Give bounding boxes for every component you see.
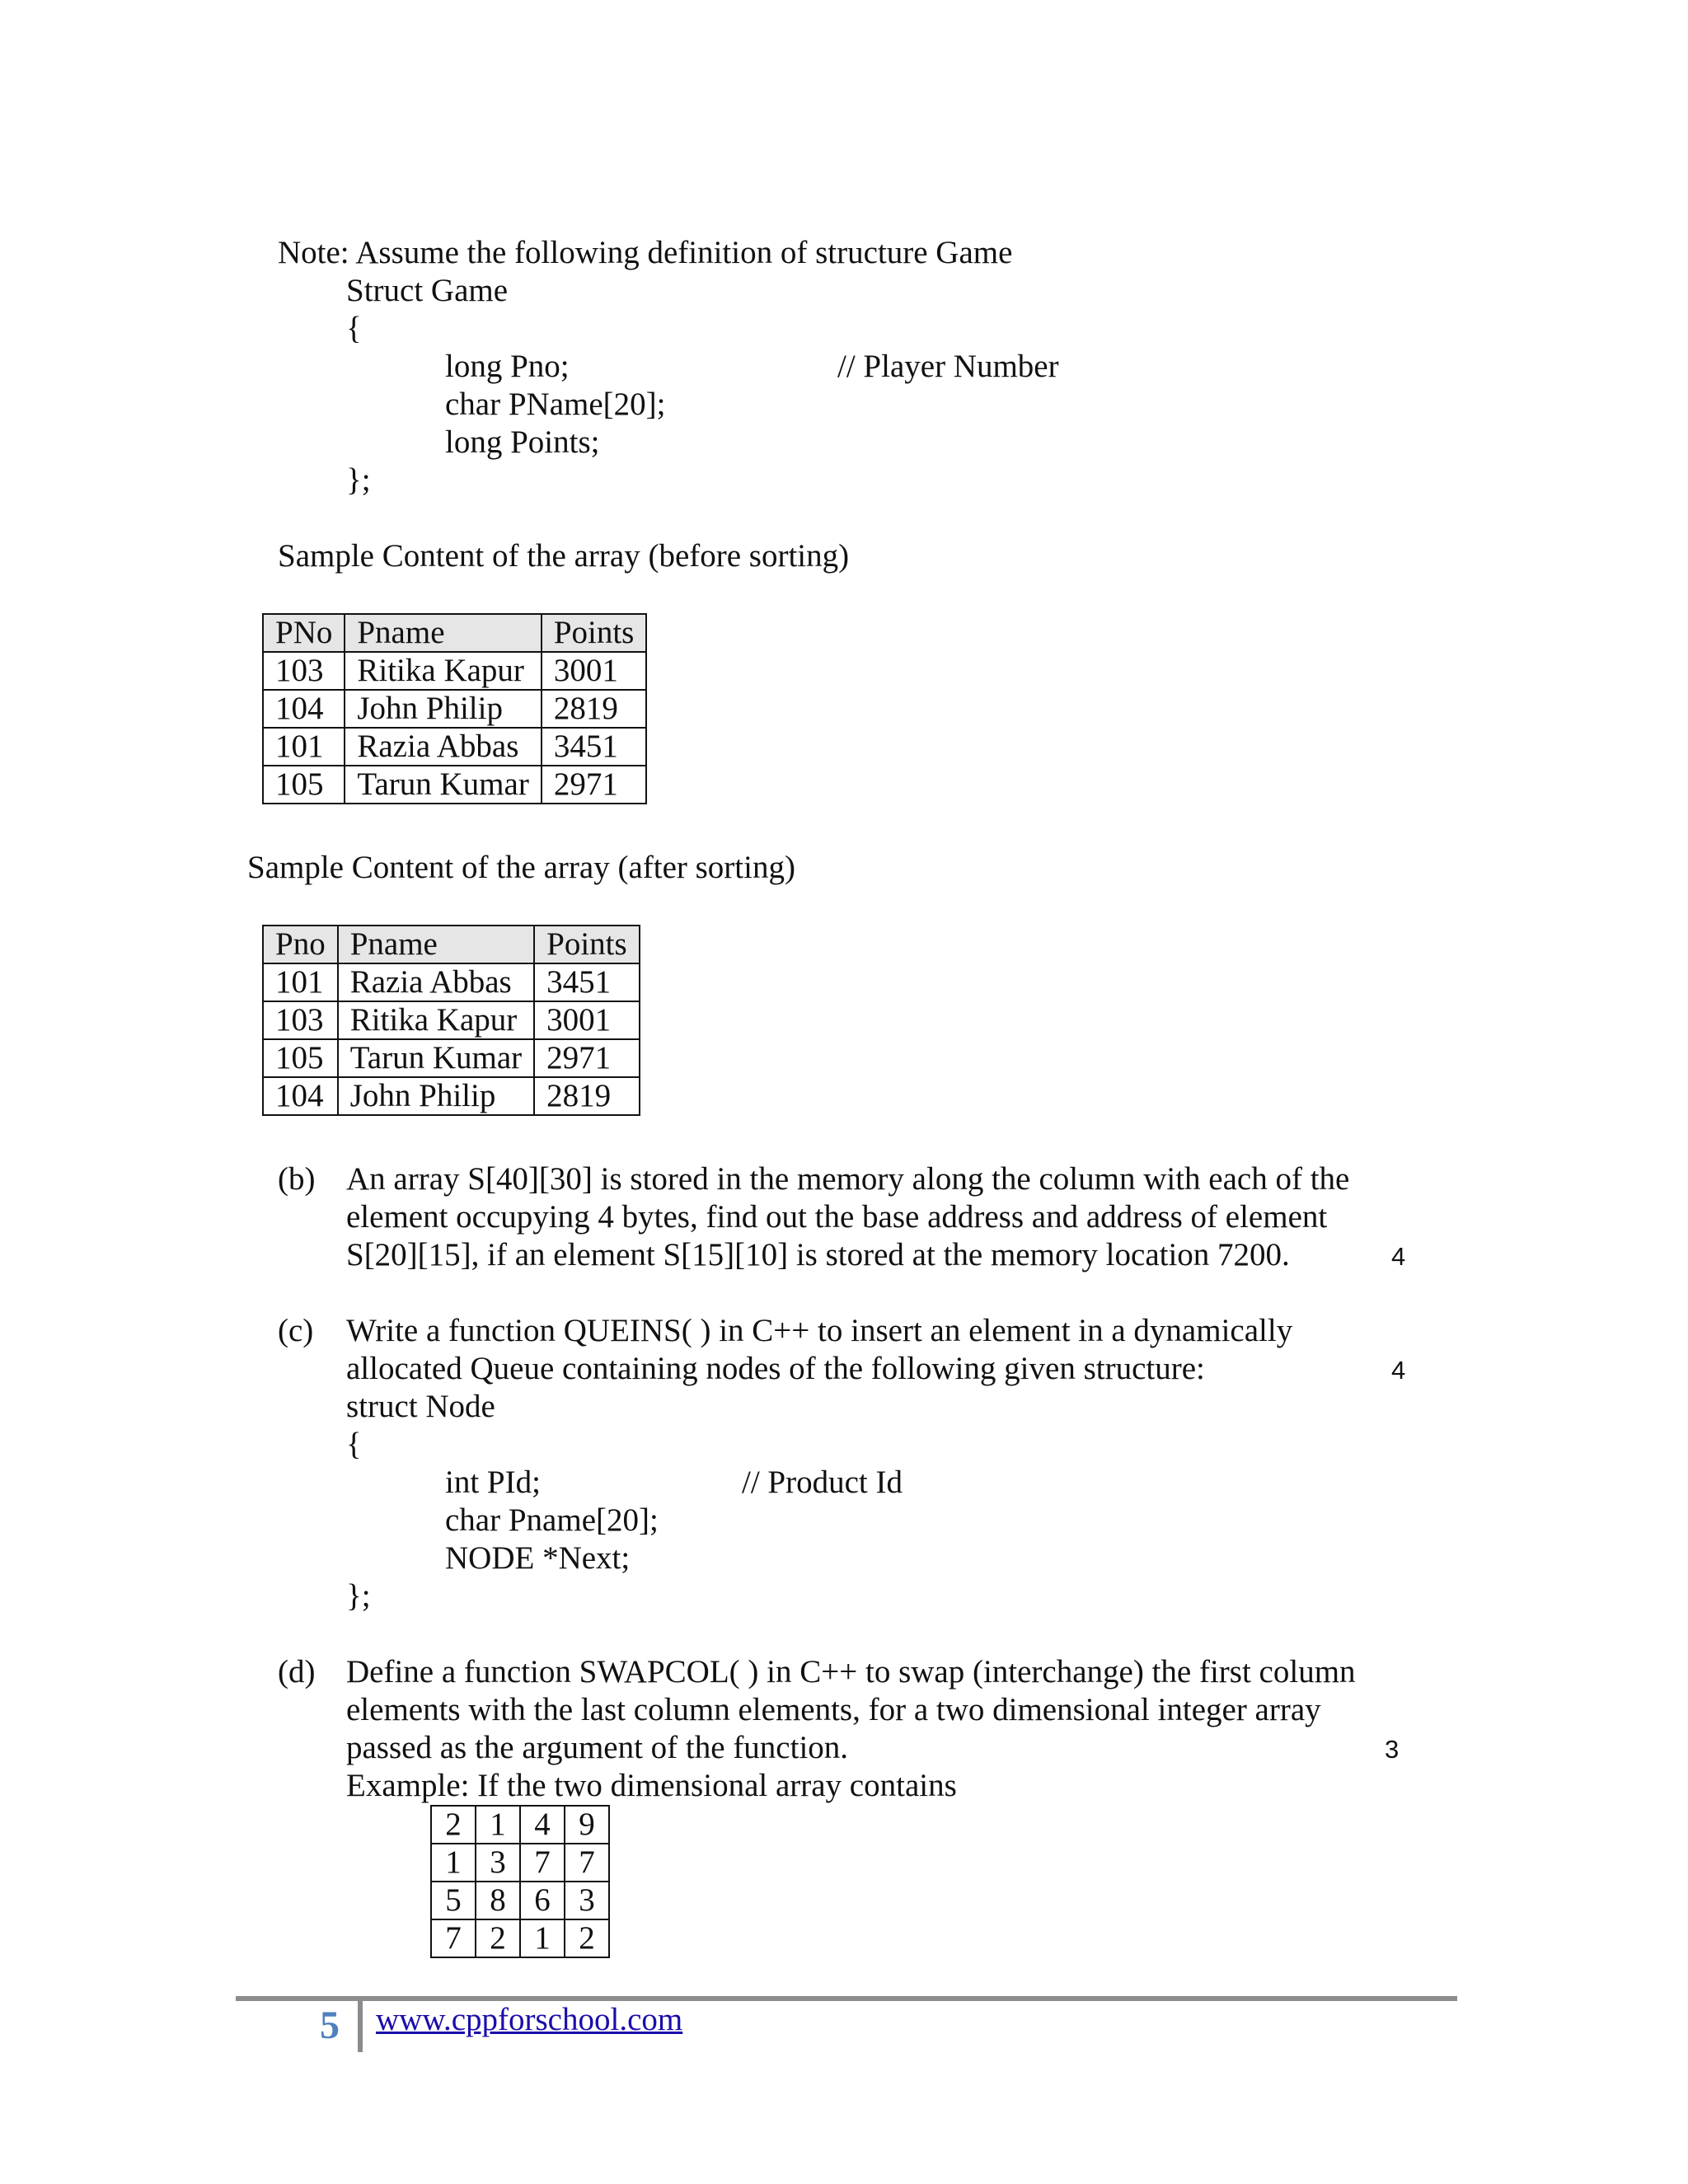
table-header-cell: Pname (345, 614, 541, 652)
matrix-cell: 3 (476, 1844, 520, 1882)
matrix-cell: 2 (476, 1919, 520, 1957)
table-cell: 3451 (542, 728, 647, 766)
table-cell: Tarun Kumar (345, 766, 541, 804)
table-cell: 101 (263, 728, 345, 766)
question-b-line-3: S[20][15], if an element S[15][10] is stored at the memory location 7200. (346, 1237, 1290, 1272)
matrix-cell: 7 (565, 1844, 609, 1882)
after-sorting-table (262, 925, 640, 1116)
footer-divider (358, 1996, 363, 2052)
struct-close-brace: }; (346, 462, 371, 498)
table-cell: 3451 (534, 963, 640, 1001)
table-cell: 2971 (534, 1039, 640, 1077)
struct-field-pno: long Pno; (445, 349, 570, 384)
matrix-row (431, 1882, 609, 1919)
table-cell: 2819 (534, 1077, 640, 1115)
page-number: 5 (320, 2004, 340, 2047)
table-row (263, 690, 646, 728)
table-cell: 2971 (542, 766, 647, 804)
table-cell: 104 (263, 690, 345, 728)
table-cell: 3001 (534, 1001, 640, 1039)
note-heading: Note: Assume the following definition of structure Game (278, 235, 1013, 270)
question-c-label: (c) (278, 1313, 314, 1348)
struct-field-points: long Points; (445, 424, 600, 460)
table-cell: Ritika Kapur (345, 652, 541, 690)
table-row (263, 766, 646, 804)
table-header-row (263, 926, 640, 963)
table-header-cell: Points (534, 926, 640, 963)
question-c-line-1: Write a function QUEINS( ) in C++ to insert an element in a dynamically (346, 1313, 1293, 1348)
matrix-cell: 2 (565, 1919, 609, 1957)
question-b-label: (b) (278, 1161, 316, 1197)
example-matrix (430, 1805, 610, 1958)
question-c-line-3: struct Node (346, 1389, 495, 1424)
table-row (263, 963, 640, 1001)
table-cell: Tarun Kumar (338, 1039, 534, 1077)
struct-game-line: Struct Game (346, 273, 509, 308)
table-cell: 101 (263, 963, 338, 1001)
matrix-cell: 1 (431, 1844, 476, 1882)
table-row (263, 1039, 640, 1077)
matrix-row (431, 1806, 609, 1844)
table-cell: 105 (263, 766, 345, 804)
table-cell: Razia Abbas (338, 963, 534, 1001)
table-cell: 2819 (542, 690, 647, 728)
matrix-cell: 7 (520, 1844, 565, 1882)
table-cell: John Philip (338, 1077, 534, 1115)
table-header-row (263, 614, 646, 652)
question-d-line-1: Define a function SWAPCOL( ) in C++ to swap (interchange) the first column (346, 1654, 1356, 1690)
table-cell: 105 (263, 1039, 338, 1077)
question-c-marks: 4 (1391, 1356, 1406, 1385)
table-row (263, 1077, 640, 1115)
question-b-line-1: An array S[40][30] is stored in the memory along the column with each of the (346, 1161, 1350, 1197)
node-field-next: NODE *Next; (445, 1540, 631, 1576)
matrix-row (431, 1844, 609, 1882)
after-sorting-caption: Sample Content of the array (after sorting) (247, 850, 795, 885)
matrix-cell: 2 (431, 1806, 476, 1844)
table-row (263, 1001, 640, 1039)
node-close-brace: }; (346, 1578, 371, 1614)
matrix-cell: 9 (565, 1806, 609, 1844)
table-cell: 103 (263, 1001, 338, 1039)
table-cell: John Philip (345, 690, 541, 728)
table-cell: Ritika Kapur (338, 1001, 534, 1039)
table-cell: Razia Abbas (345, 728, 541, 766)
matrix-cell: 7 (431, 1919, 476, 1957)
matrix-cell: 6 (520, 1882, 565, 1919)
matrix-cell: 1 (476, 1806, 520, 1844)
matrix-cell: 3 (565, 1882, 609, 1919)
struct-field-comment: // Player Number (837, 349, 1059, 384)
node-field-pid: int PId; (445, 1465, 541, 1500)
node-open-brace: { (346, 1427, 362, 1462)
table-header-cell: Points (542, 614, 647, 652)
matrix-row (431, 1919, 609, 1957)
question-d-label: (d) (278, 1654, 316, 1690)
question-d-line-2: elements with the last column elements, for a two dimensional integer array (346, 1692, 1321, 1727)
table-header-cell: Pname (338, 926, 534, 963)
struct-open-brace: { (346, 311, 362, 346)
matrix-cell: 4 (520, 1806, 565, 1844)
website-link[interactable]: www.cppforschool.com (376, 2002, 683, 2037)
question-b-line-2: element occupying 4 bytes, find out the base address and address of element (346, 1199, 1328, 1235)
question-d-marks: 3 (1385, 1735, 1400, 1764)
question-d-line-4: Example: If the two dimensional array contains (346, 1768, 957, 1803)
before-sorting-caption: Sample Content of the array (before sorting) (278, 538, 850, 574)
struct-field-pname: char PName[20]; (445, 387, 666, 422)
before-sorting-table (262, 613, 647, 804)
matrix-cell: 1 (520, 1919, 565, 1957)
table-cell: 104 (263, 1077, 338, 1115)
question-c-line-2: allocated Queue containing nodes of the following given structure: (346, 1351, 1205, 1386)
question-b-marks: 4 (1391, 1242, 1406, 1271)
matrix-cell: 5 (431, 1882, 476, 1919)
table-cell: 3001 (542, 652, 647, 690)
matrix-cell: 8 (476, 1882, 520, 1919)
node-field-pname: char Pname[20]; (445, 1502, 659, 1538)
table-cell: 103 (263, 652, 345, 690)
node-field-comment: // Product Id (742, 1465, 903, 1500)
table-header-cell: PNo (263, 614, 345, 652)
table-header-cell: Pno (263, 926, 338, 963)
table-row (263, 728, 646, 766)
table-row (263, 652, 646, 690)
question-d-line-3: passed as the argument of the function. (346, 1730, 849, 1765)
